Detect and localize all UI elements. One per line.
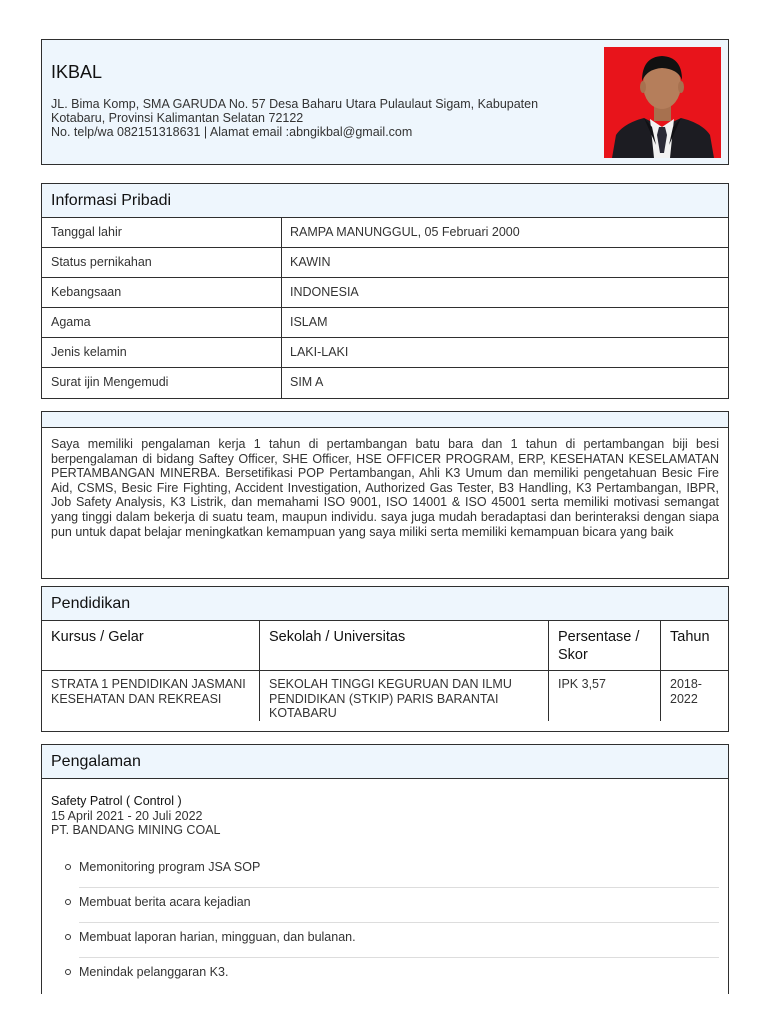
circle-bullet-icon — [65, 864, 71, 870]
applicant-address: JL. Bima Komp, SMA GARUDA No. 57 Desa Baharu Utara Pulaulaut Sigam, Kabupaten Kotabaru, Provinsi Kalimantan Selatan 72122 — [51, 97, 539, 125]
row-value: INDONESIA — [290, 285, 359, 299]
circle-bullet-icon — [65, 899, 71, 905]
column-header: Tahun — [661, 621, 728, 671]
task-text: Memonitoring program JSA SOP — [79, 859, 261, 874]
task-text: Menindak pelanggaran K3. — [79, 964, 229, 979]
column-header: Sekolah / Universitas — [260, 621, 548, 671]
table-row — [42, 248, 728, 278]
table-cell: SEKOLAH TINGGI KEGURUAN DAN ILMU PENDIDIKAN (STKIP) PARIS BARANTAI KOTABARU — [269, 677, 512, 721]
task-text: Membuat laporan harian, mingguan, dan bulanan. — [79, 929, 356, 944]
education-table — [42, 621, 728, 721]
person-silhouette-icon — [604, 47, 721, 158]
row-label: Tanggal lahir — [42, 218, 282, 247]
section-title: Pengalaman — [42, 745, 728, 779]
table-row — [42, 308, 728, 338]
job-entry — [42, 779, 728, 993]
summary-text: Saya memiliki pengalaman kerja 1 tahun di pertambangan batu bara dan 1 tahun di pertambangan biji besi berpengalaman di bidang Saftey Officer, SHE Officer, HSE OFFICER PROGRAM, ERP, KESEHATAN KESELAMATAN PERTAMBANGAN MINERBA. Bersetifikasi POP Pertambangan, Ahli K3 Umum dan memiliki pengetahuan Besic Fire Aid, CSMS, Besic Fire Fighting, Accident Investigation, Authorized Gas Tester, B3 Handling, K3 Pertambangan, IBPR, Job Safety Analysis, K3 Listrik, dan memahami ISO 9001, ISO 14001 & ISO 45001 serta memiliki motivasi semangat yang tinggi dalam bekerja di suatu team, maupun individu. saya juga mudah beradaptasi dan berinteraksi dengan siapa pun untuk dapat belajar meningkatkan kemampuan yang saya miliki serta memiliki kemampuan bicara yang baik — [51, 437, 719, 539]
row-value: LAKI-LAKI — [290, 345, 349, 359]
section-header-empty — [42, 412, 728, 428]
section-title: Pendidikan — [42, 587, 728, 621]
summary-section — [41, 411, 729, 579]
row-value: KAWIN — [290, 255, 331, 269]
table-row — [42, 368, 728, 398]
table-row — [42, 278, 728, 308]
list-item — [79, 853, 719, 888]
applicant-contact: No. telp/wa 082151318631 | Alamat email :abngikbal@gmail.com — [51, 125, 413, 139]
table-cell: IPK 3,57 — [558, 677, 606, 691]
column-header: Kursus / Gelar — [42, 621, 259, 671]
row-label: Agama — [42, 308, 282, 337]
task-list — [51, 853, 719, 993]
personal-info-section — [41, 183, 729, 399]
table-row — [42, 218, 728, 248]
row-label: Jenis kelamin — [42, 338, 282, 367]
job-company: PT. BANDANG MINING COAL — [51, 823, 221, 838]
table-column — [549, 621, 661, 721]
row-value: SIM A — [290, 375, 324, 389]
row-value: ISLAM — [290, 315, 328, 329]
row-label: Status pernikahan — [42, 248, 282, 277]
table-cell: STRATA 1 PENDIDIKAN JASMANI KESEHATAN DAN REKREASI — [51, 677, 246, 706]
circle-bullet-icon — [65, 969, 71, 975]
table-column — [661, 621, 728, 721]
circle-bullet-icon — [65, 934, 71, 940]
job-period: 15 April 2021 - 20 Juli 2022 — [51, 808, 203, 823]
list-item — [79, 958, 719, 993]
list-item — [79, 888, 719, 923]
table-column — [42, 621, 260, 721]
applicant-name: IKBAL — [51, 62, 103, 82]
table-column — [260, 621, 549, 721]
profile-photo — [604, 47, 721, 158]
column-header: Persentase / Skor — [549, 621, 660, 671]
table-row — [42, 338, 728, 368]
row-label: Surat ijin Mengemudi — [42, 368, 282, 398]
job-position: Safety Patrol ( Control ) — [51, 794, 182, 808]
row-label: Kebangsaan — [42, 278, 282, 307]
cv-header — [41, 39, 729, 165]
section-title: Informasi Pribadi — [42, 184, 728, 218]
education-section — [41, 586, 729, 732]
experience-section — [41, 744, 729, 994]
table-cell: 2018-2022 — [670, 677, 702, 706]
row-value: RAMPA MANUNGGUL, 05 Februari 2000 — [290, 225, 520, 239]
list-item — [79, 923, 719, 958]
task-text: Membuat berita acara kejadian — [79, 894, 251, 909]
